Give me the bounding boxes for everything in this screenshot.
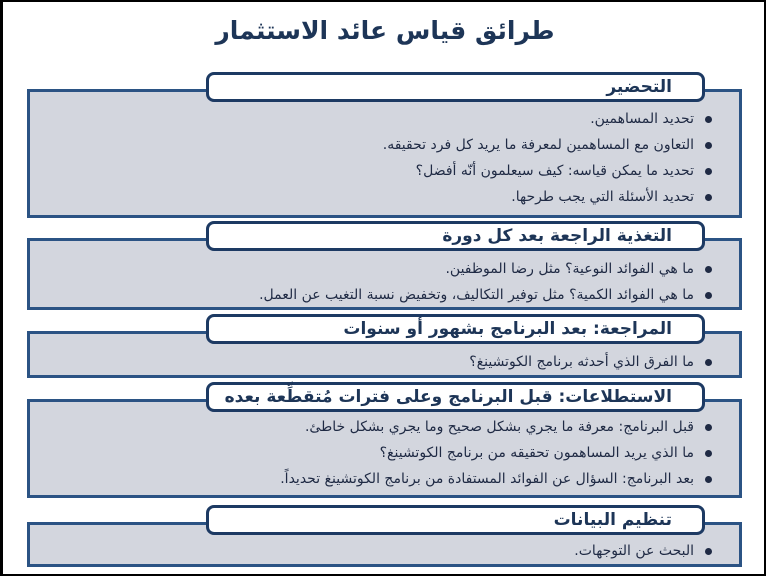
list-item: تحديد المساهمين.: [27, 106, 742, 132]
bullet-list: [27, 106, 742, 210]
bullet-list: [27, 538, 742, 564]
bullet-icon: [705, 116, 712, 123]
list-item: بعد البرنامج: السؤال عن الفوائد المستفادة من برنامج الكوتشينغ تحديداً.: [27, 466, 742, 492]
bullet-list: [27, 349, 742, 375]
list-item: ما الفرق الذي أحدثه برنامج الكوتشينغ؟: [27, 349, 742, 375]
section-heading: الاستطلاعات: قبل البرنامج وعلى فترات مُتقطِّعة بعده: [206, 382, 705, 412]
bullet-icon: [705, 142, 712, 149]
section-feedback: [27, 221, 742, 310]
list-item: ما الذي يريد المساهمون تحقيقه من برنامج الكوتشينغ؟: [27, 440, 742, 466]
list-item: تحديد ما يمكن قياسه: كيف سيعلمون أنّه أفضل؟: [27, 158, 742, 184]
bullet-icon: [705, 359, 712, 366]
section-review: [27, 314, 742, 378]
bullet-icon: [705, 424, 712, 431]
bullet-list: [27, 256, 742, 308]
bullet-icon: [705, 292, 712, 299]
section-surveys: [27, 382, 742, 498]
section-heading: التحضير: [206, 72, 705, 102]
bullet-icon: [705, 194, 712, 201]
list-item: قبل البرنامج: معرفة ما يجري بشكل صحيح وما يجري بشكل خاطئ.: [27, 414, 742, 440]
list-item: ما هي الفوائد الكمية؟ مثل توفير التكاليف، وتخفيض نسبة التغيب عن العمل.: [27, 282, 742, 308]
bullet-icon: [705, 476, 712, 483]
bullet-icon: [705, 450, 712, 457]
section-data-organization: [27, 505, 742, 567]
bullet-icon: [705, 168, 712, 175]
section-heading: التغذية الراجعة بعد كل دورة: [206, 221, 705, 251]
section-heading: المراجعة: بعد البرنامج بشهور أو سنوات: [206, 314, 705, 344]
list-item: التعاون مع المساهمين لمعرفة ما يريد كل فرد تحقيقه.: [27, 132, 742, 158]
bullet-icon: [705, 548, 712, 555]
section-heading: تنظيم البيانات: [206, 505, 705, 535]
bullet-icon: [705, 266, 712, 273]
section-preparation: [27, 72, 742, 218]
page-title: طرائق قياس عائد الاستثمار: [215, 16, 555, 45]
bullet-list: [27, 414, 742, 492]
list-item: البحث عن التوجهات.: [27, 538, 742, 564]
list-item: ما هي الفوائد النوعية؟ مثل رضا الموظفين.: [27, 256, 742, 282]
list-item: تحديد الأسئلة التي يجب طرحها.: [27, 184, 742, 210]
